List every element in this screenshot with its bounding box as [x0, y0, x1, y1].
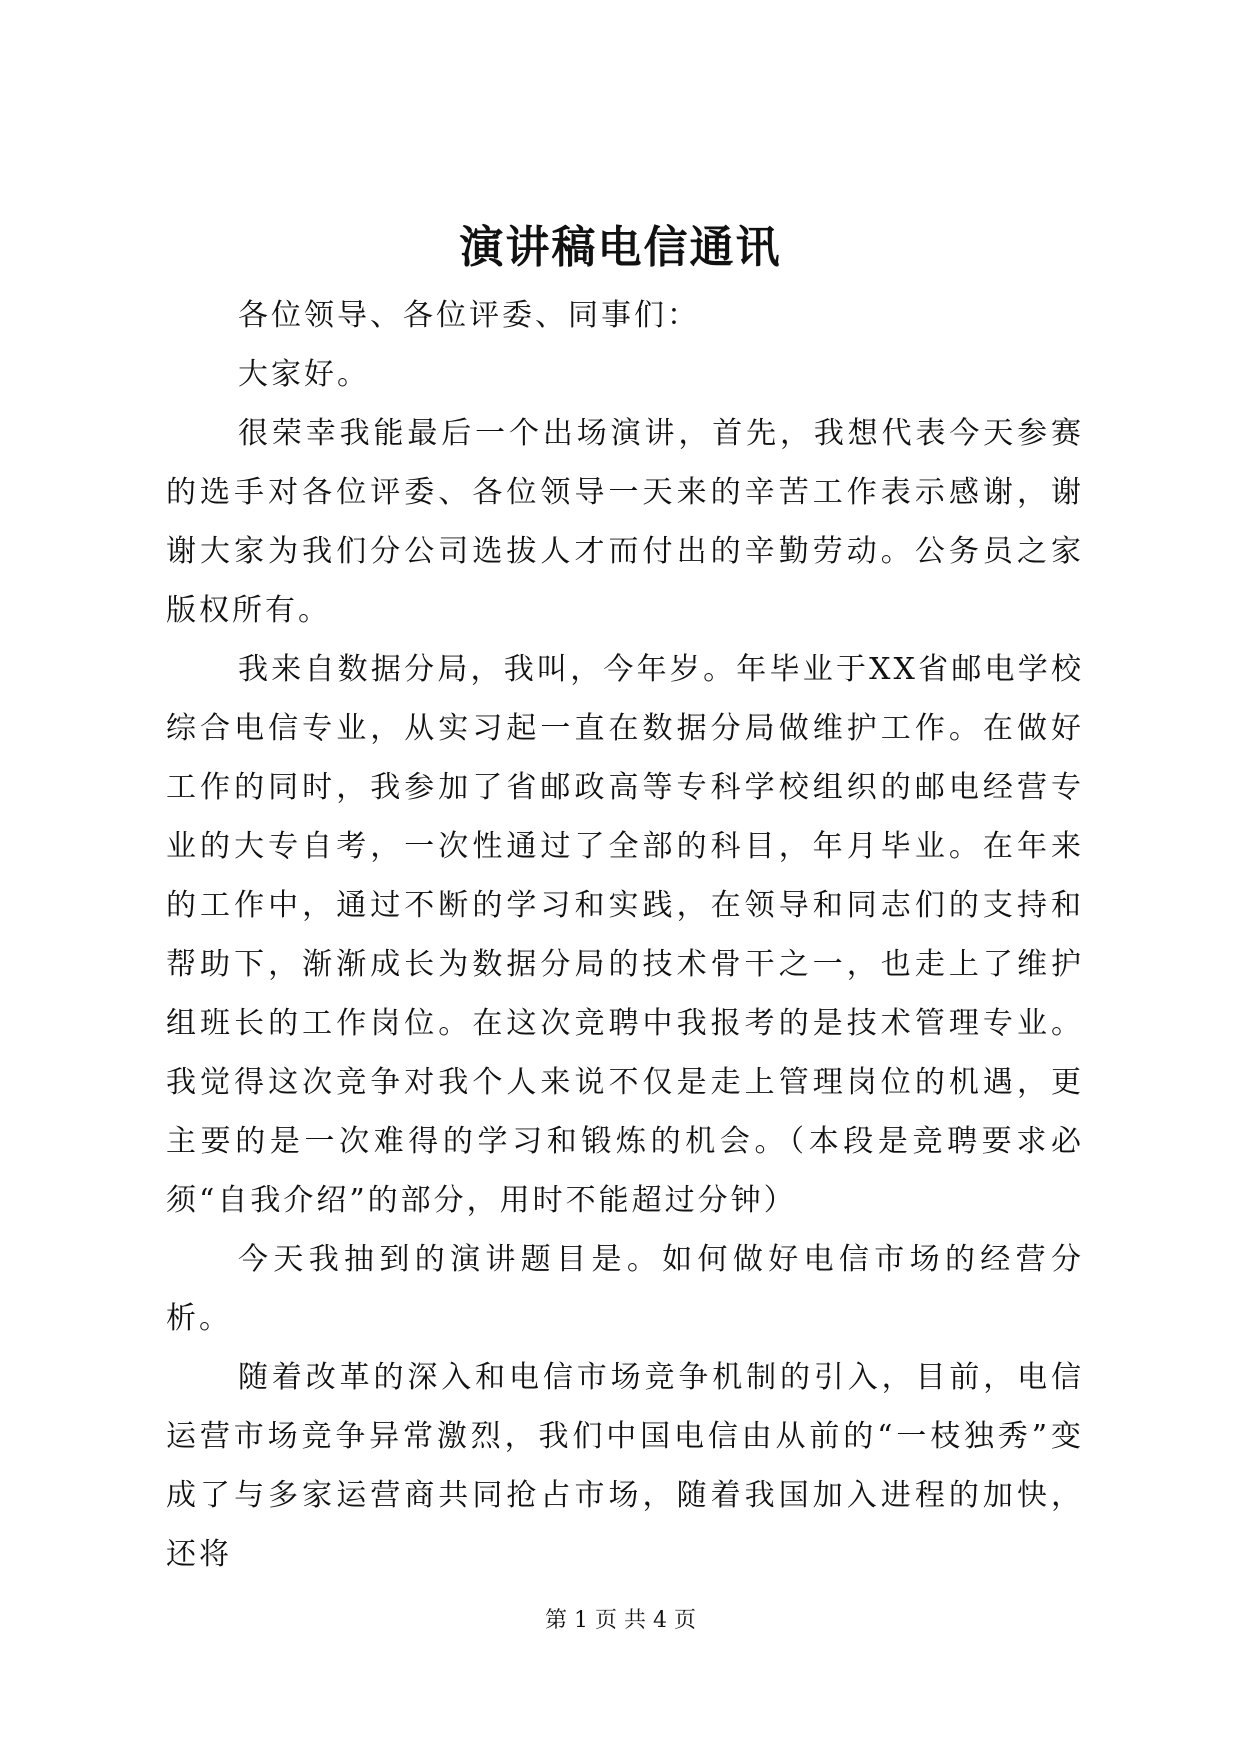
- paragraph-topic: 今天我抽到的演讲题目是。如何做好电信市场的经营分析。: [166, 1242, 1084, 1336]
- document-body: [166, 286, 1084, 1584]
- paragraph-market: 随着改革的深入和电信市场竞争机制的引入，目前，电信运营市场竞争异常激烈，我们中国电信由从前的“一枝独秀”变成了与多家运营商共同抢占市场，随着我国加入进程的加快，还将: [166, 1360, 1084, 1572]
- paragraph-self-introduction: 我来自数据分局，我叫，今年岁。年毕业于XX省邮电学校综合电信专业，从实习起一直在数据分局做维护工作。在做好工作的同时，我参加了省邮政高等专科学校组织的邮电经营专业的大专自考，一次性通过了全部的科目，年月毕业。在年来的工作中，通过不断的学习和实践，在领导和同志们的支持和帮助下，渐渐成长为数据分局的技术骨干之一，也走上了维护组班长的工作岗位。在这次竞聘中我报考的是技术管理专业。我觉得这次竞争对我个人来说不仅是走上管理岗位的机遇，更主要的是一次难得的学习和锻炼的机会。（本段是竞聘要求必须“自我介绍”的部分，用时不能超过分钟）: [166, 652, 1084, 1218]
- paragraph-salutation: 各位领导、各位评委、同事们：: [238, 298, 700, 333]
- paragraph-greeting: 大家好。: [238, 357, 370, 392]
- paragraph-thanks: 很荣幸我能最后一个出场演讲，首先，我想代表今天参赛的选手对各位评委、各位领导一天来的辛苦工作表示感谢，谢谢大家为我们分公司选拔人才而付出的辛勤劳动。公务员之家版权所有。: [166, 416, 1084, 628]
- document-title: 演讲稿电信通讯: [459, 222, 782, 273]
- page-footer: 第 1 页 共 4 页: [545, 1608, 696, 1633]
